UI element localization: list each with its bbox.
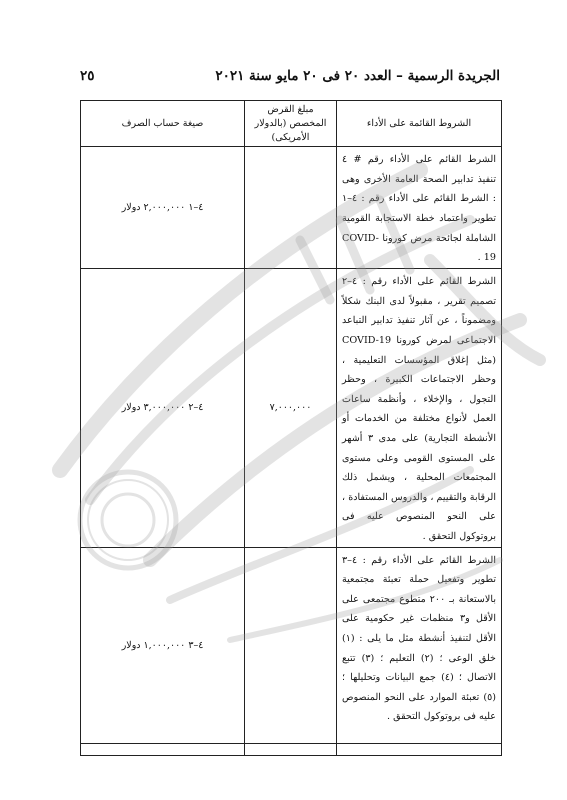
condition-cell: الشرط القائم على الأداء رقم : ٤–٢ تصميم تقرير ، مقبولاً لدى البنك شكلاً ومضموناً ، عن آثار تنفيذ تدابير التباعد الاجتماعى لمرض كورونا COVID-19 (مثل إغلاق المؤسسات التعليمية ، وحظر الاجتماعات الكبيرة ، وحظر التجول ، والإخلاء ، وأنظمة ساعات العمل لأنواع مختلفة من الخدمات أو الأنشطة التجارية) على مدى ٣ أشهر على المستوى القومى وعلى مستوى المجتمعات المحلية ، ويشمل ذلك الرقابة والتقييم ، والدروس المستفادة ، على النحو المنصوص عليه فى بروتوكول التحقق . — [337, 269, 502, 547]
formula-cell: ٤–٢ ٣,٠٠٠,٠٠٠ دولار — [81, 269, 245, 547]
column-header-amount: مبلغ القرض المخصص (بالدولار الأمريكى) — [245, 101, 337, 147]
amount-cell — [245, 547, 337, 743]
column-header-formula: صيغة حساب الصرف — [81, 101, 245, 147]
page-header — [80, 68, 500, 90]
page-number: ٢٥ — [80, 68, 95, 84]
table-header-row — [81, 101, 502, 147]
formula-cell: ٤–٣ ١,٠٠٠,٠٠٠ دولار — [81, 547, 245, 743]
amount-cell: ٧,٠٠٠,٠٠٠ — [245, 269, 337, 547]
table-row — [81, 547, 502, 743]
table-row — [81, 147, 502, 269]
performance-conditions-table — [80, 100, 502, 756]
condition-cell: الشرط القائم على الأداء رقم : ٤–٣ تطوير وتفعيل حملة تعبئة مجتمعية بالاستعانة بـ ٢٠٠ متطوع مجتمعى على الأقل و٣ منظمات غير حكومية على الأقل لتنفيذ أنشطة مثل ما يلى : (١) خلق الوعى ؛ (٢) التعليم ؛ (٣) تتبع الاتصال ؛ (٤) جمع البيانات وتحليلها ؛ (٥) تعبئة الموارد على النحو المنصوص عليه فى بروتوكول التحقق . — [337, 547, 502, 743]
amount-cell — [245, 147, 337, 269]
column-header-conditions: الشروط القائمة على الأداء — [337, 101, 502, 147]
table-row — [81, 743, 502, 755]
formula-cell: ٤–١ ٢,٠٠٠,٠٠٠ دولار — [81, 147, 245, 269]
gazette-title: الجريدة الرسمية – العدد ٢٠ فى ٢٠ مايو سنة ٢٠٢١ — [215, 68, 500, 84]
table-row — [81, 269, 502, 547]
condition-cell: الشرط القائم على الأداء رقم # ٤ تنفيذ تدابير الصحة العامة الأخرى وهى : الشرط القائم على الأداء رقم : ٤–١ تطوير واعتماد خطة الاستجابة القومية الشاملة لجائحة مرض كورونا COVID-19 . — [337, 147, 502, 269]
